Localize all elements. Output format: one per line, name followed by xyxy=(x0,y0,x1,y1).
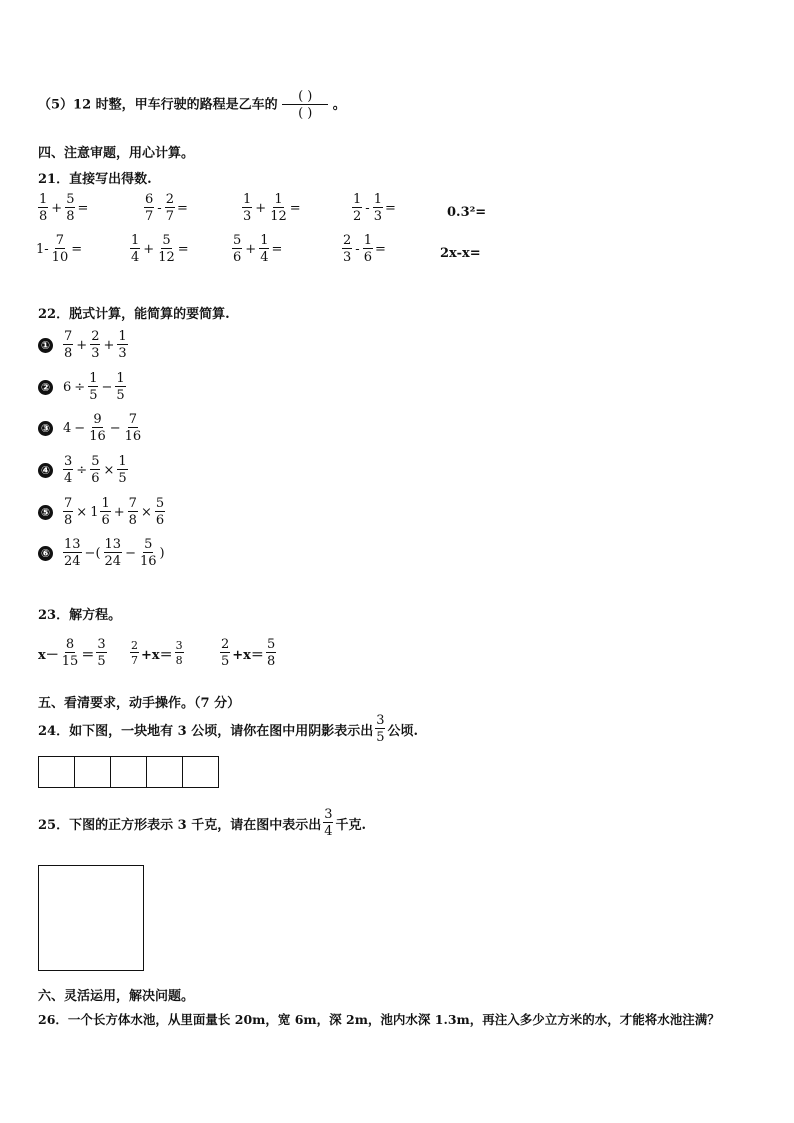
q21-item: 1 3 + $\frac{1}{12}$ = xyxy=(243,192,301,224)
q25-text: 25．下图的正方形表示 3 千克，请在图中表示出 xyxy=(38,817,322,833)
q24-fraction: 3 5 xyxy=(376,713,385,745)
q22-label: ① xyxy=(38,338,53,353)
q22-expr-5: ⑤ $\frac{7}{8}$ × 1 1 6 + $\frac{7}{8}$ × $\frac{5}{6}$ xyxy=(38,497,165,527)
q22-expr-1: ① 7 8 + $\frac{2}{3}$ + $\frac{1}{3}$ xyxy=(38,330,128,360)
q21-item: 1- $\frac{7}{10}$ = xyxy=(36,233,83,265)
q21-item: 1 2 - $\frac{1}{3}$ = xyxy=(353,192,396,224)
q22-label: ⑤ xyxy=(38,505,53,520)
q21-item: 5 6 + $\frac{1}{4}$ = xyxy=(233,233,283,265)
section-6-heading: 六、灵活运用，解决问题。 xyxy=(38,989,195,1004)
q5-blank-numerator[interactable]: ( ) xyxy=(282,90,328,105)
q5-text: （5）12 时整，甲车行驶的路程是乙车的 xyxy=(38,97,278,113)
q22-expr-4: ④ $\frac{3}{4}$ ÷ $\frac{5}{6}$ × $\frac{1}{5}$ xyxy=(38,455,128,485)
q21-title: 21．直接写出得数. xyxy=(38,172,152,187)
q23-title: 23．解方程。 xyxy=(38,608,122,623)
q21-item: 1 8 + $\frac{5}{8}$ = xyxy=(39,192,89,224)
q22-expr-3: ③ 4 − $\frac{9}{16}$ − $\frac{7}{16}$ xyxy=(38,413,142,443)
q22-label: ③ xyxy=(38,421,53,436)
q5-blank-fraction[interactable] xyxy=(282,90,328,120)
q21-item: 2 3 - $\frac{1}{6}$ = xyxy=(343,233,386,265)
q25-unit: 千克. xyxy=(335,817,367,833)
q5-line xyxy=(38,90,346,120)
q21-item: 2x-x= xyxy=(440,246,481,261)
q22-label: ② xyxy=(38,380,53,395)
grid-cell[interactable] xyxy=(111,757,147,787)
q25-line xyxy=(38,808,366,838)
q22-label: ④ xyxy=(38,463,53,478)
q24-text: 24．如下图，一块地有 3 公顷，请你在图中用阴影表示出 xyxy=(38,723,374,739)
q21-item: 1 4 + $\frac{5}{12}$ = xyxy=(131,233,189,265)
q23-equation-1: x－ 8 15 ＝ 3 5 xyxy=(38,637,106,669)
q25-square[interactable] xyxy=(38,865,144,971)
grid-cell[interactable] xyxy=(39,757,75,787)
grid-cell[interactable] xyxy=(147,757,183,787)
q22-expr-6: ⑥ 13 24 −( 13 24 − $\frac{5}{16}$ ) xyxy=(38,538,165,568)
q24-line xyxy=(38,714,418,744)
section-4-heading: 四、注意审题，用心计算。 xyxy=(38,146,195,161)
q24-unit: 公顷. xyxy=(387,723,419,739)
q22-expr-2: ② 6 ÷ $\frac{1}{5}$ − $\frac{1}{5}$ xyxy=(38,372,126,402)
q5-blank-denominator[interactable]: ( ) xyxy=(298,106,313,121)
q21-item: 6 7 - $\frac{2}{7}$ = xyxy=(145,192,188,224)
q22-title: 22．脱式计算，能简算的要简算. xyxy=(38,307,230,322)
q23-equation-2: 2 7 +x＝ 3 8 xyxy=(131,639,183,667)
q22-label: ⑥ xyxy=(38,546,53,561)
q25-fraction: 3 4 xyxy=(324,807,333,839)
q23-equation-3: 2 5 +x＝ 5 8 xyxy=(221,637,276,669)
section-5-heading: 五、看清要求，动手操作。（7 分） xyxy=(38,696,241,711)
q5-end: 。 xyxy=(332,97,346,113)
grid-cell[interactable] xyxy=(75,757,111,787)
q21-item: 0.3²= xyxy=(447,205,487,220)
grid-cell[interactable] xyxy=(183,757,218,787)
q26-problem: 26．一个长方体水池，从里面量长 20m，宽 6m，深 2m，池内水深 1.3m，再注入多少立方米的水，才能将水池注满？ xyxy=(38,1012,720,1027)
q24-land-grid xyxy=(38,756,219,788)
